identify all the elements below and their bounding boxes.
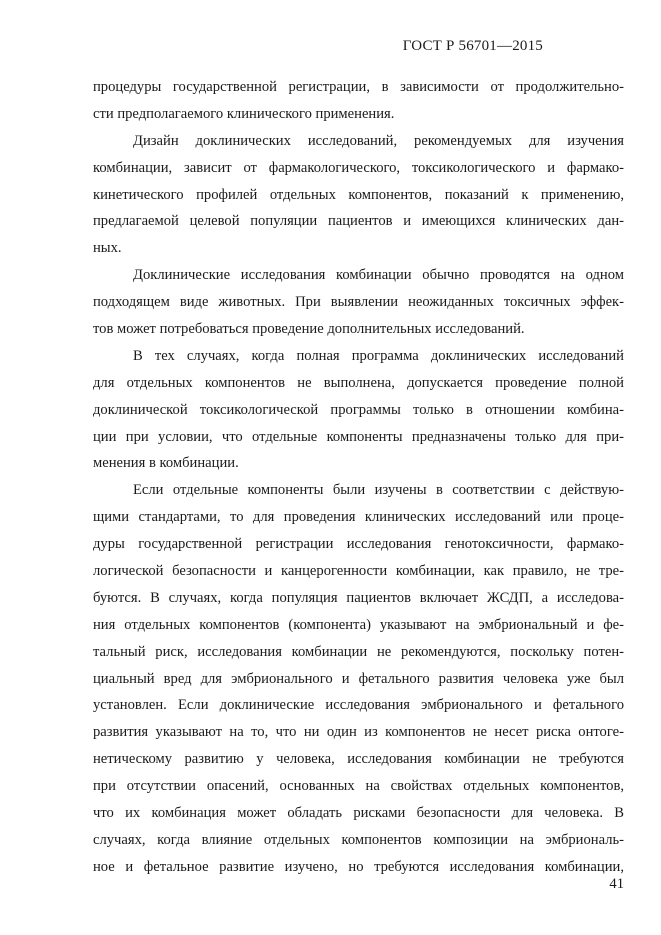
text-line: нетическому развитию у человека, исследования комбинации не требуются bbox=[93, 751, 624, 768]
document-header bbox=[403, 38, 543, 55]
text-line: В тех случаях, когда полная программа доклинических исследований bbox=[133, 347, 624, 364]
text-line: кинетического профилей отдельных компонентов, показаний к применению, bbox=[93, 186, 624, 203]
text-line: ное и фетальное развитие изучено, но требуются исследования комбинации, bbox=[93, 858, 624, 875]
text-line: для отдельных компонентов не выполнена, допускается проведение полной bbox=[93, 374, 624, 391]
text-line: дуры государственной регистрации исследования генотоксичности, фармако- bbox=[93, 536, 624, 553]
paragraph bbox=[93, 128, 624, 262]
text-line: Доклинические исследования комбинации обычно проводятся на одном bbox=[133, 267, 624, 284]
text-line: при отсутствии опасений, основанных на свойствах отдельных компонентов, bbox=[93, 778, 624, 795]
text-line: тальный риск, исследования комбинации не рекомендуются, поскольку потен- bbox=[93, 643, 624, 660]
standard-number: ГОСТ Р 56701—2015 bbox=[402, 38, 543, 54]
text-line: подходящем виде животных. При выявлении неожиданных токсичных эффек- bbox=[93, 294, 624, 311]
paragraph bbox=[93, 262, 624, 343]
text-line: что их комбинация может обладать рисками безопасности для человека. В bbox=[93, 805, 624, 822]
text-line: предлагаемой целевой популяции пациентов и имеющихся клинических дан- bbox=[93, 213, 624, 230]
text-line: установлен. Если доклинические исследования эмбрионального и фетального bbox=[93, 697, 624, 714]
document-body bbox=[93, 74, 624, 881]
paragraph bbox=[93, 74, 624, 128]
paragraph bbox=[93, 343, 624, 477]
text-line: Если отдельные компоненты были изучены в соответствии с действую- bbox=[133, 482, 624, 499]
page-number: 41 bbox=[609, 876, 624, 892]
text-line: Дизайн доклинических исследований, рекомендуемых для изучения bbox=[133, 132, 624, 149]
text-line: буются. В случаях, когда популяция пациентов включает ЖСДП, а исследова- bbox=[93, 589, 624, 606]
text-line: сти предполагаемого клинического применения. bbox=[93, 105, 395, 122]
text-line: щими стандартами, то для проведения клинических исследований или проце- bbox=[93, 509, 624, 526]
text-line: случаях, когда влияние отдельных компонентов композиции на эмбриональ- bbox=[93, 831, 624, 848]
text-line: доклинической токсикологической программы только в отношении комбина- bbox=[93, 401, 624, 418]
text-line: процедуры государственной регистрации, в зависимости от продолжительно- bbox=[93, 79, 624, 95]
text-line: менения в комбинации. bbox=[93, 455, 239, 472]
text-line: логической безопасности и канцерогенности комбинации, как правило, не тре- bbox=[93, 563, 624, 580]
text-line: ния отдельных компонентов (компонента) указывают на эмбриональный и фе- bbox=[93, 616, 624, 633]
text-line: ции при условии, что отдельные компоненты предназначены только для при- bbox=[93, 428, 624, 445]
paragraph bbox=[93, 477, 624, 880]
text-line: развития указывают на то, что ни один из компонентов не несет риска онтоге- bbox=[93, 724, 624, 741]
text-line: ных. bbox=[93, 240, 122, 257]
text-line: циальный вред для эмбрионального и фетального развития человека уже был bbox=[93, 670, 624, 687]
text-line: тов может потребоваться проведение дополнительных исследований. bbox=[93, 321, 525, 338]
text-line: комбинации, зависит от фармакологического, токсикологического и фармако- bbox=[93, 159, 624, 176]
